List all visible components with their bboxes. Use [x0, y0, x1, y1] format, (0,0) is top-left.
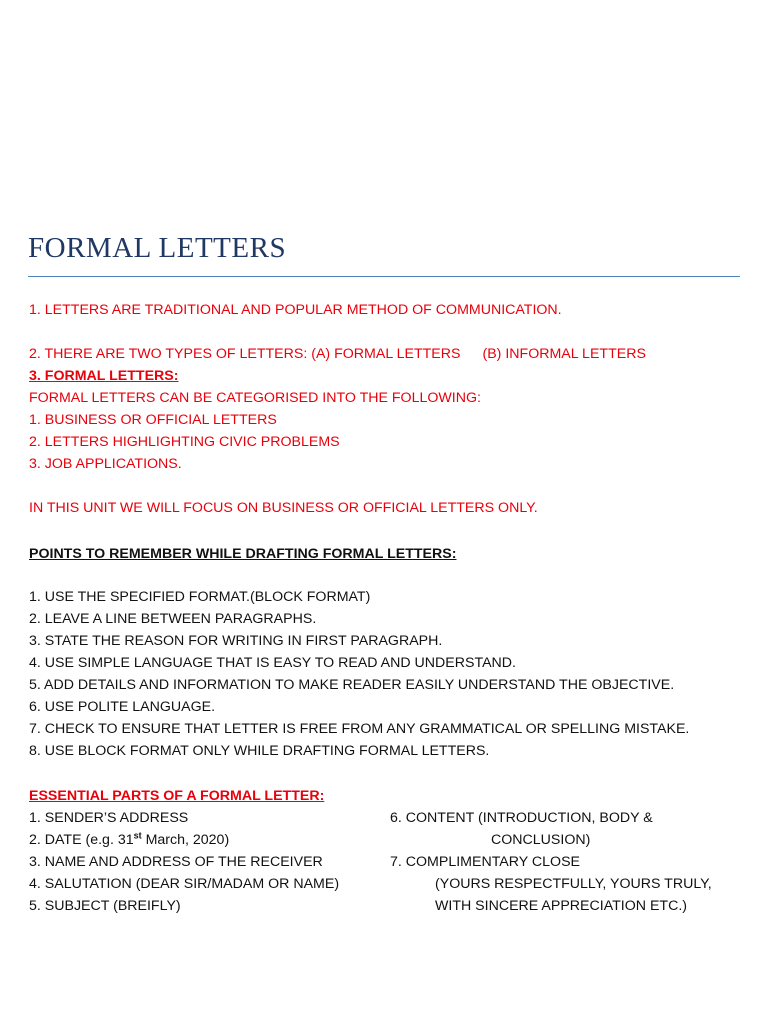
- point-item: 2. LEAVE A LINE BETWEEN PARAGRAPHS.: [29, 611, 317, 627]
- categorised-line: FORMAL LETTERS CAN BE CATEGORISED INTO THE FOLLOWING:: [29, 390, 481, 406]
- focus-line: IN THIS UNIT WE WILL FOCUS ON BUSINESS OR OFFICIAL LETTERS ONLY.: [29, 500, 538, 516]
- intro-line-2: [29, 344, 646, 364]
- point-item: 8. USE BLOCK FORMAT ONLY WHILE DRAFTING FORMAL LETTERS.: [29, 743, 490, 759]
- part-date-superscript: st: [133, 830, 142, 841]
- point-item: 6. USE POLITE LANGUAGE.: [29, 699, 216, 715]
- point-item: 7. CHECK TO ENSURE THAT LETTER IS FREE FROM ANY GRAMMATICAL OR SPELLING MISTAKE.: [29, 721, 690, 737]
- formal-letters-heading: 3. FORMAL LETTERS:: [29, 368, 179, 384]
- points-heading: POINTS TO REMEMBER WHILE DRAFTING FORMAL LETTERS:: [29, 546, 457, 562]
- point-item: 5. ADD DETAILS AND INFORMATION TO MAKE READER EASILY UNDERSTAND THE OBJECTIVE.: [29, 677, 675, 693]
- part-content: 6. CONTENT (INTRODUCTION, BODY &: [390, 810, 653, 826]
- part-receiver: 3. NAME AND ADDRESS OF THE RECEIVER: [29, 854, 323, 870]
- title-rule: [28, 276, 740, 277]
- intro-line-1: 1. LETTERS ARE TRADITIONAL AND POPULAR METHOD OF COMMUNICATION.: [29, 302, 562, 318]
- intro-line-2-formal: 2. THERE ARE TWO TYPES OF LETTERS: (A) FORMAL LETTERS: [29, 346, 461, 362]
- part-senders-address: 1. SENDER’S ADDRESS: [29, 810, 189, 826]
- part-date: [29, 830, 229, 850]
- part-date-suffix: March, 2020): [141, 832, 230, 848]
- part-date-prefix: 2. DATE (e.g. 31: [29, 832, 134, 848]
- point-item: 4. USE SIMPLE LANGUAGE THAT IS EASY TO READ AND UNDERSTAND.: [29, 655, 516, 671]
- category-item: 2. LETTERS HIGHLIGHTING CIVIC PROBLEMS: [29, 434, 340, 450]
- intro-line-2-informal: (B) INFORMAL LETTERS: [482, 346, 646, 362]
- part-subject: 5. SUBJECT (BREIFLY): [29, 898, 181, 914]
- point-item: 3. STATE THE REASON FOR WRITING IN FIRST PARAGRAPH.: [29, 633, 443, 649]
- category-item: 1. BUSINESS OR OFFICIAL LETTERS: [29, 412, 277, 428]
- part-close-examples-continued: WITH SINCERE APPRECIATION ETC.): [435, 898, 687, 914]
- page-title: FORMAL LETTERS: [28, 232, 287, 264]
- part-close-examples: (YOURS RESPECTFULLY, YOURS TRULY,: [435, 876, 712, 892]
- part-salutation: 4. SALUTATION (DEAR SIR/MADAM OR NAME): [29, 876, 340, 892]
- category-item: 3. JOB APPLICATIONS.: [29, 456, 182, 472]
- part-content-continued: CONCLUSION): [491, 832, 591, 848]
- part-complimentary-close: 7. COMPLIMENTARY CLOSE: [390, 854, 581, 870]
- parts-heading: ESSENTIAL PARTS OF A FORMAL LETTER:: [29, 788, 325, 804]
- point-item: 1. USE THE SPECIFIED FORMAT.(BLOCK FORMAT): [29, 589, 371, 605]
